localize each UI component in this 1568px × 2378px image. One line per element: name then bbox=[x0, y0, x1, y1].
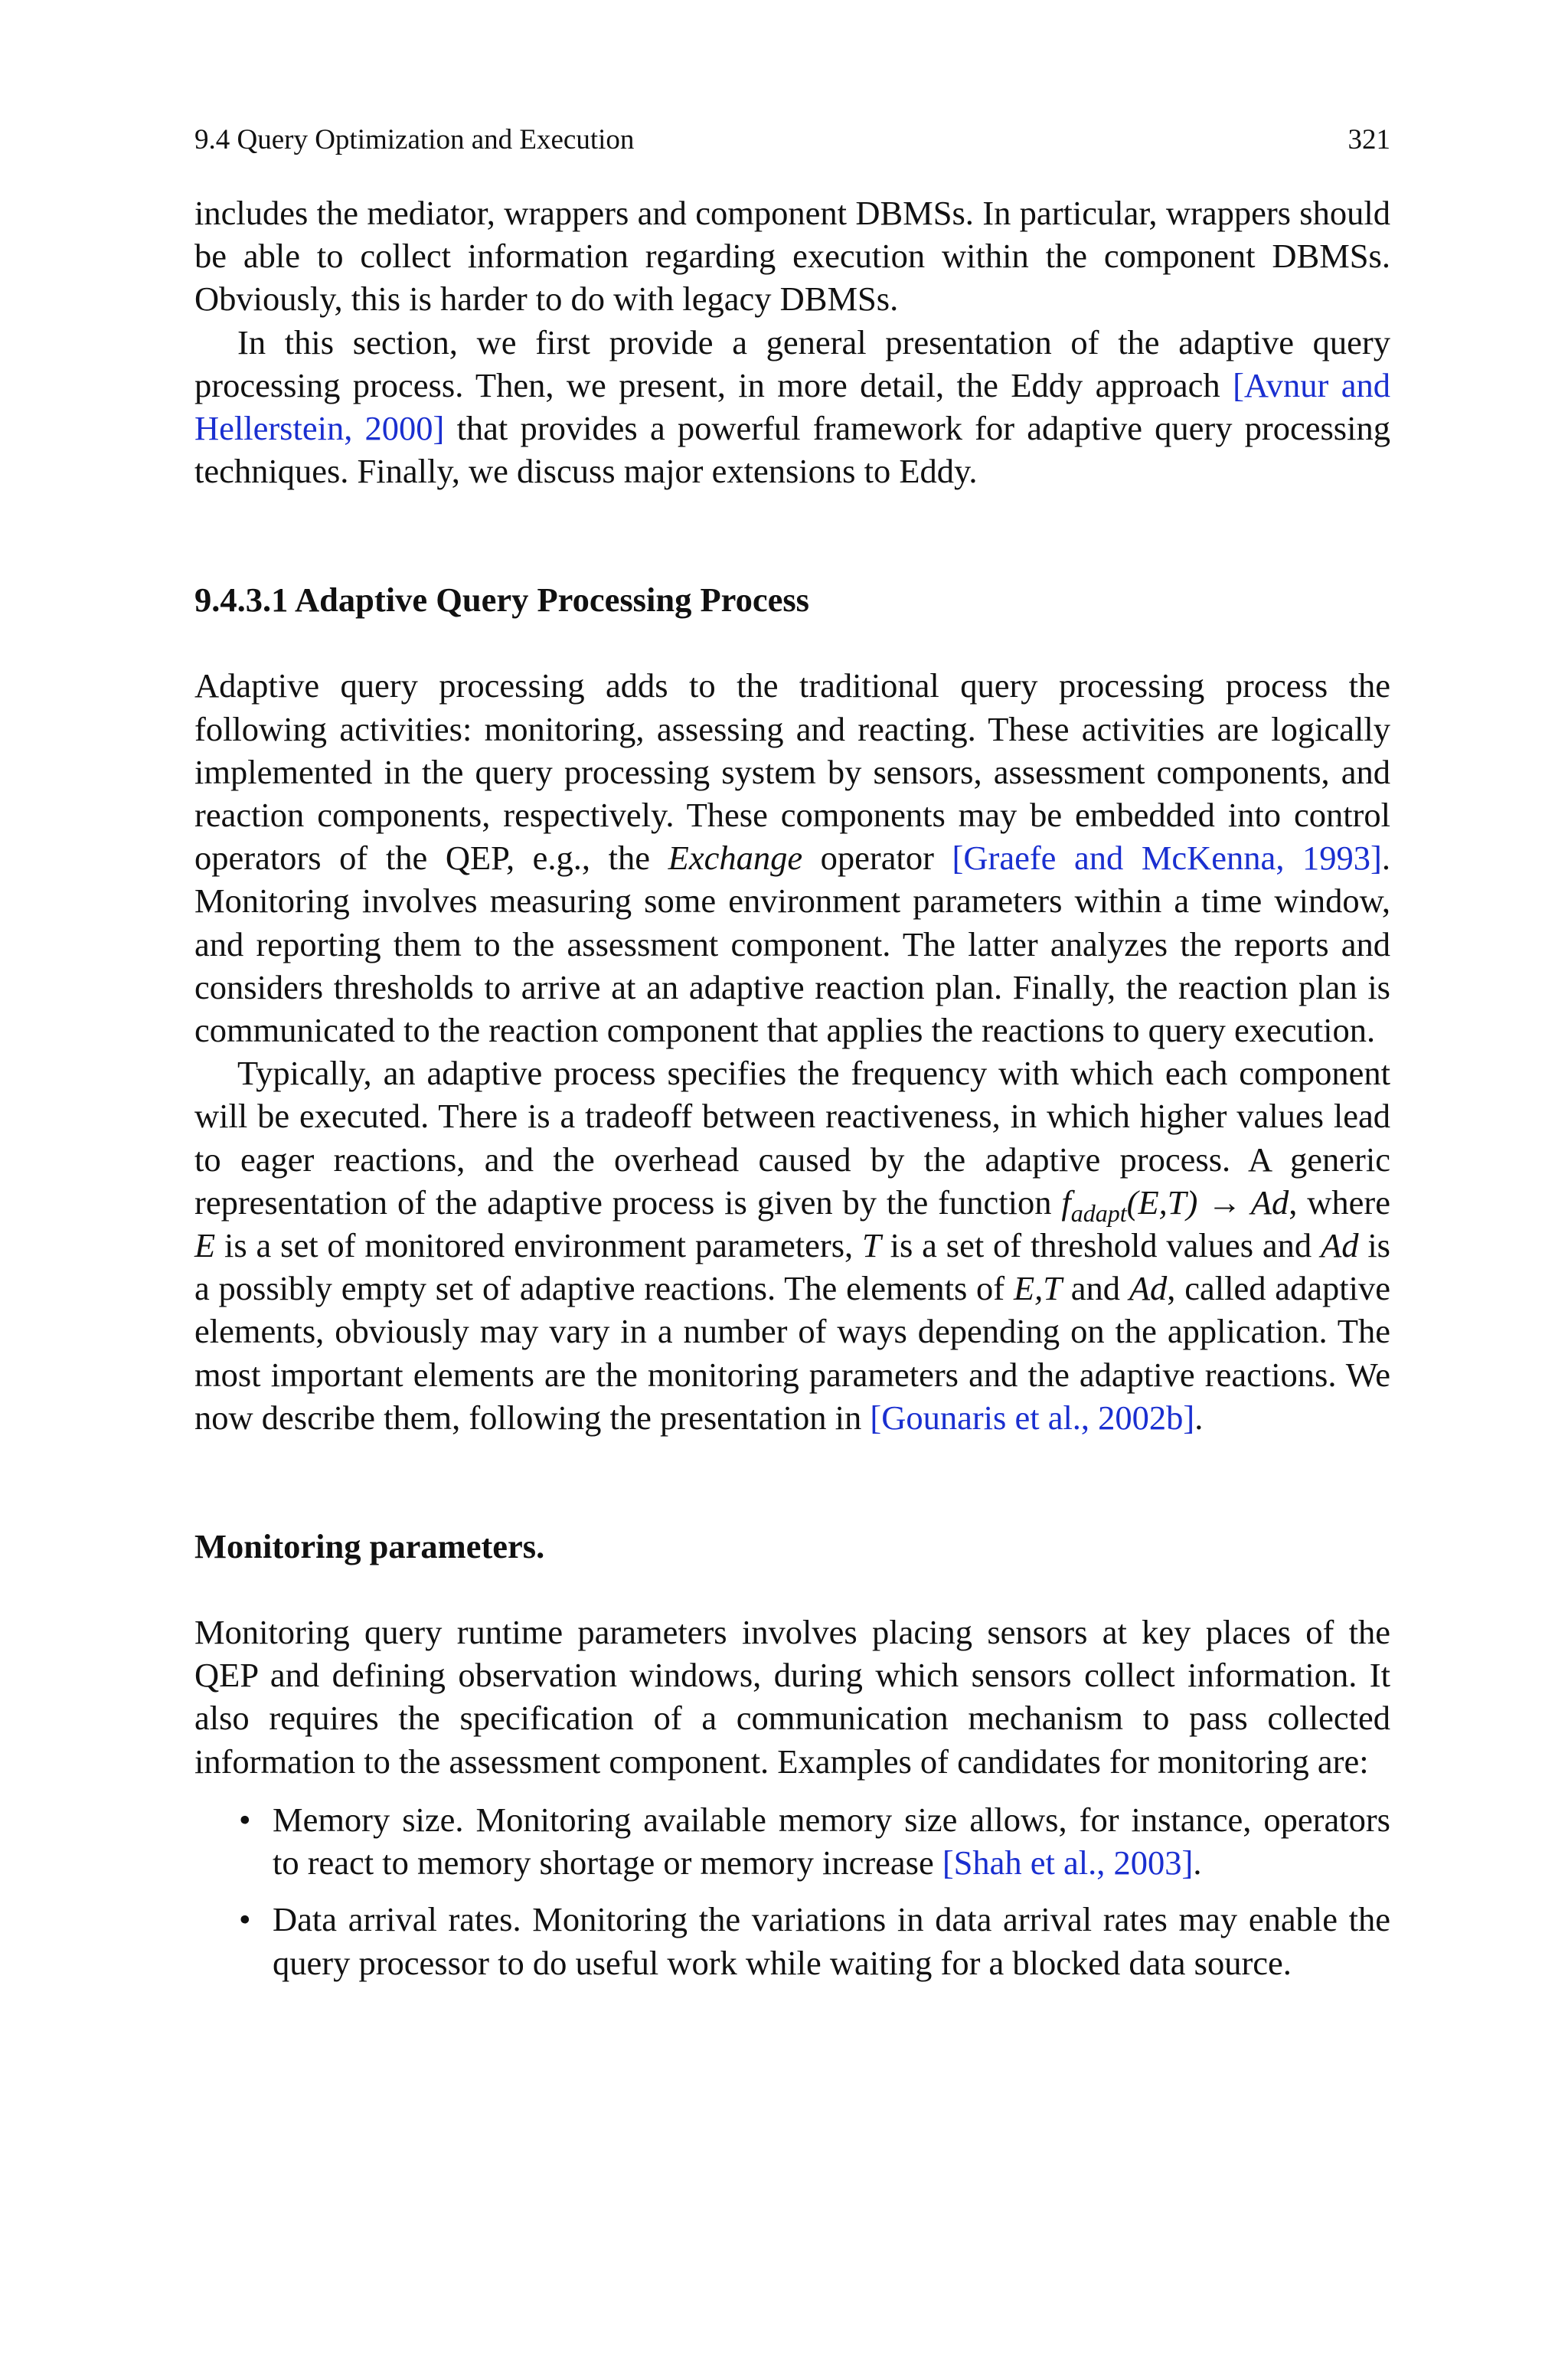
exchange-operator-term: Exchange bbox=[668, 839, 803, 878]
monitoring-paragraph: Monitoring query runtime parameters involves placing sensors at key places of the QEP and defining observation windows, during which sensors collect information. It also requires the specification of a communication mechanism to pass collected information to the assessment component. Examples of candidates for monitoring are: bbox=[194, 1613, 1390, 1781]
var-ad-2: Ad bbox=[1129, 1269, 1168, 1308]
sub-p2-text-h: . bbox=[1194, 1398, 1204, 1437]
var-ad: Ad bbox=[1321, 1226, 1359, 1265]
page bbox=[194, 123, 1390, 1998]
sub-p1-text-c: . Monitoring involves measuring some environment parameters within a time window, and reporting them to the assessment component. The latter analyzes the reports and considers thresholds to arrive at an adaptive reaction plan. Finally, the reaction plan is communicated to the reaction component that applies the reactions to query execution. bbox=[194, 839, 1390, 1050]
citation-shah[interactable]: [Shah et al., 2003] bbox=[942, 1843, 1194, 1882]
sub-p2-text-f: and bbox=[1062, 1269, 1129, 1308]
function-symbol: f bbox=[1061, 1182, 1071, 1222]
var-t: T bbox=[862, 1226, 881, 1265]
list-item bbox=[194, 1798, 1390, 1884]
sub-p2-text-d: is a set of threshold values and bbox=[880, 1226, 1321, 1265]
sub-p2-text-a: Typically, an adaptive process specifies the frequency with which each component will be executed. There is a tradeoff between reactiveness, in which higher values lead to eager reactions, and the overhead caused by the adaptive process. A generic representation of the adaptive process is given by the function bbox=[194, 1054, 1390, 1222]
sub-p1-text-b: operator bbox=[802, 839, 952, 878]
list-item-text: Data arrival rates. Monitoring the variations in data arrival rates may enable the query processor to do useful work while waiting for a blocked data source. bbox=[273, 1900, 1390, 1982]
citation-gounaris[interactable]: [Gounaris et al., 2002b] bbox=[870, 1398, 1195, 1437]
intro-text-a: In this section, we first provide a general presentation of the adaptive query processing process. Then, we present, in more detail, the Eddy approach bbox=[194, 322, 1390, 404]
monitoring-heading: Monitoring parameters. bbox=[194, 1527, 545, 1566]
page-number: 321 bbox=[1348, 124, 1390, 155]
citation-graefe-mckenna[interactable]: [Graefe and McKenna, 1993] bbox=[952, 839, 1382, 878]
subsection-heading: 9.4.3.1 Adaptive Query Processing Process bbox=[194, 581, 809, 620]
running-header bbox=[194, 123, 1390, 158]
sub-p2-text-b: , where bbox=[1289, 1182, 1390, 1222]
sub-p1-text-a: Adaptive query processing adds to the traditional query processing process the following activities: monitoring, assessing and reacting. These activities are logically implemented in the query processing system by sensors, assessment components, and reaction components, respectively. These components may be embedded into control operators of the QEP, e.g., the bbox=[194, 666, 1390, 878]
sub-p2-text-g: , called adaptive elements, obviously may vary in a number of ways depending on the application. The most important elements are the monitoring parameters and the adaptive reactions. We now describe them, following the presentation in bbox=[194, 1269, 1390, 1437]
function-subscript: adapt bbox=[1070, 1199, 1127, 1227]
subsection-paragraph-2 bbox=[194, 1052, 1390, 1439]
bullet-icon: • bbox=[239, 1800, 251, 1839]
monitoring-list bbox=[194, 1798, 1390, 1984]
header-section-title: 9.4 Query Optimization and Execution bbox=[194, 124, 635, 155]
bullet-icon: • bbox=[239, 1900, 251, 1939]
intro-text-b: that provides a powerful framework for adaptive query processing techniques. Finally, we discuss major extensions to Eddy. bbox=[194, 409, 1390, 491]
citation-avnur-hellerstein[interactable]: [Avnur and Hellerstein, 2000] bbox=[194, 365, 1390, 448]
sub-p2-text-c: is a set of monitored environment parameters, bbox=[215, 1226, 863, 1265]
intro-paragraph-1: includes the mediator, wrappers and component DBMSs. In particular, wrappers should be able to collect information regarding execution within the component DBMSs. Obviously, this is harder to do with legacy DBMSs. bbox=[194, 194, 1390, 319]
list-item bbox=[194, 1898, 1390, 1984]
intro-paragraph-2 bbox=[194, 321, 1390, 493]
sub-p2-text-e: is a possibly empty set of adaptive reactions. The elements of bbox=[194, 1226, 1390, 1308]
var-e: E bbox=[194, 1226, 216, 1265]
var-e-t: E,T bbox=[1013, 1269, 1062, 1308]
list-item-tail: . bbox=[1193, 1843, 1202, 1882]
list-item-text: Memory size. Monitoring available memory size allows, for instance, operators to react to memory shortage or memory increase bbox=[273, 1800, 1390, 1882]
function-args: (E,T) → Ad bbox=[1126, 1182, 1289, 1222]
subsection-paragraph-1 bbox=[194, 664, 1390, 1052]
